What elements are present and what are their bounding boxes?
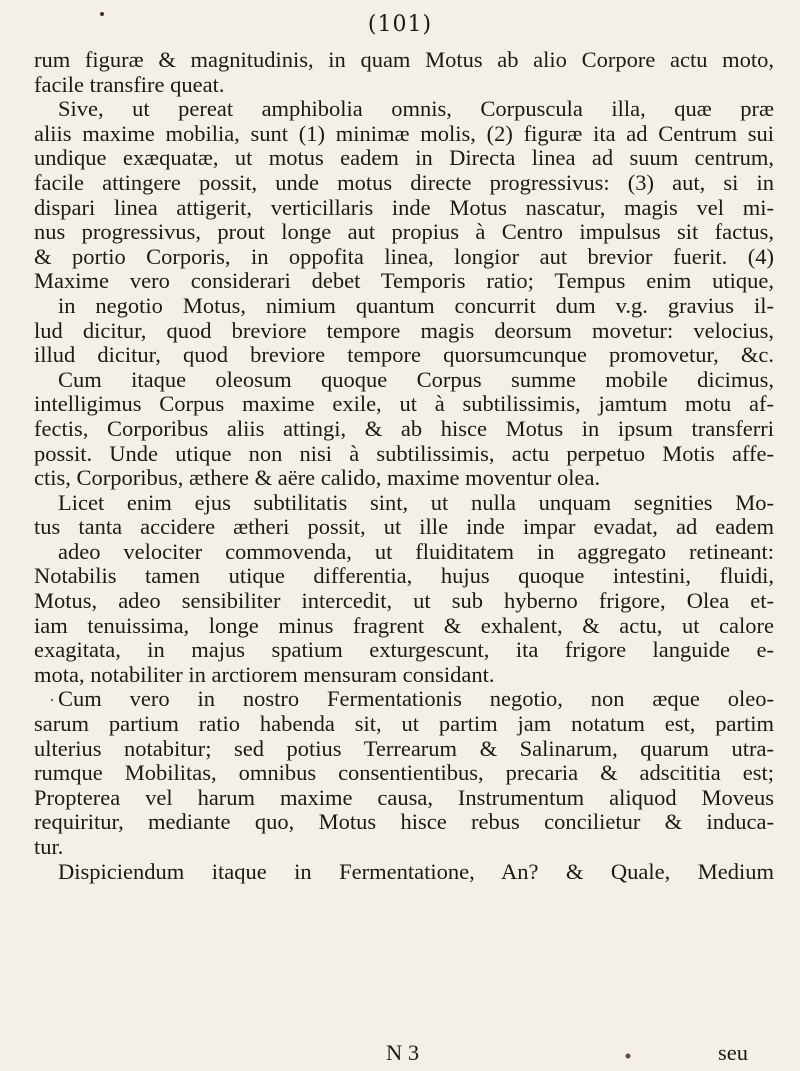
- ink-speck: [51, 699, 53, 701]
- text-line: facile attingere possit, unde motus directe progressivus: (3) aut, si in: [34, 169, 774, 195]
- signature-mark: N 3: [386, 1040, 420, 1065]
- ink-speck: [626, 1054, 631, 1059]
- text-line: & portio Corporis, in oppofita linea, longior aut brevior fuerit. (4): [34, 243, 774, 269]
- text-line: exagitata, in majus spatium exturgescunt, ita frigore languide e-: [34, 637, 774, 663]
- text-line: possit. Unde utique non nisi à subtilissimis, actu perpetuo Motis affe-: [34, 440, 774, 466]
- catchword: seu: [718, 1040, 748, 1065]
- text-line: fectis, Corporibus aliis attingi, & ab hisce Motus in ipsum transferri: [34, 415, 774, 441]
- text-line: illud dicitur, quod breviore tempore quorsumcunque promovetur, &c.: [34, 342, 774, 368]
- text-line: undique exæquatæ, ut motus eadem in Directa linea ad suum centrum,: [34, 145, 774, 171]
- page-number-header: (101): [367, 12, 433, 37]
- text-line: Maxime vero considerari debet Temporis ratio; Tempus enim utique,: [34, 268, 774, 294]
- text-line: mota, notabiliter in arctiorem mensuram considant.: [34, 661, 495, 687]
- text-line: rumque Mobilitas, omnibus consentientibus, precaria & adscititia est;: [34, 760, 774, 786]
- text-line: sarum partium ratio habenda sit, ut partim jam notatum est, partim: [34, 711, 774, 737]
- text-line: nus progressivus, prout longe aut propius à Centro impulsus sit factus,: [34, 219, 774, 245]
- text-line: Cum itaque oleosum quoque Corpus summe mobile dicimus,: [58, 366, 774, 392]
- text-line: dispari linea attigerit, verticillaris inde Motus nascatur, magis vel mi-: [34, 194, 774, 220]
- text-line: Notabilis tamen utique differentia, hujus quoque intestini, fluidi,: [34, 563, 774, 589]
- ink-speck: [100, 12, 104, 16]
- text-line: ulterius notabitur; sed potius Terrearum & Salinarum, quarum utra-: [34, 735, 774, 761]
- text-line: Licet enim ejus subtilitatis sint, ut nulla unquam segnities Mo-: [58, 489, 774, 515]
- text-line: facile transfire queat.: [34, 71, 225, 97]
- text-line: Cum vero in nostro Fermentationis negotio, non æque oleo-: [58, 686, 774, 712]
- text-line: ctis, Corporibus, æthere & aëre calido, maxime moventur olea.: [34, 465, 601, 491]
- text-line: aliis maxime mobilia, sunt (1) minimæ molis, (2) figuræ ita ad Centrum sui: [34, 120, 774, 146]
- text-line: lud dicitur, quod breviore tempore magis deorsum movetur: velocius,: [34, 317, 774, 343]
- text-line: Sive, ut pereat amphibolia omnis, Corpuscula illa, quæ præ: [58, 96, 774, 122]
- text-line: in negotio Motus, nimium quantum concurrit dum v.g. gravius il-: [58, 292, 774, 318]
- text-line: rum figuræ & magnitudinis, in quam Motus ab alio Corpore actu moto,: [34, 47, 774, 72]
- text-line: adeo velociter commovenda, ut fluiditatem in aggregato retineant:: [58, 538, 774, 564]
- text-line: Motus, adeo sensibiliter intercedit, ut sub hyberno frigore, Olea et-: [34, 588, 774, 614]
- text-line: tus tanta accidere ætheri possit, ut ille inde impar evadat, ad eadem: [34, 514, 774, 540]
- text-line: tur.: [34, 834, 64, 859]
- text-line: iam tenuissima, longe minus fragrent & exhalent, & actu, ut calore: [34, 612, 774, 638]
- text-line: Dispiciendum itaque in Fermentatione, An? & Quale, Medium: [58, 858, 774, 884]
- text-line: intelligimus Corpus maxime exile, ut à subtilissimis, jamtum motu af-: [34, 391, 774, 417]
- text-line: requiritur, mediante quo, Motus hisce rebus concilietur & induca-: [34, 809, 774, 835]
- text-line: Propterea vel harum maxime causa, Instrumentum aliquod Moveus: [34, 784, 774, 810]
